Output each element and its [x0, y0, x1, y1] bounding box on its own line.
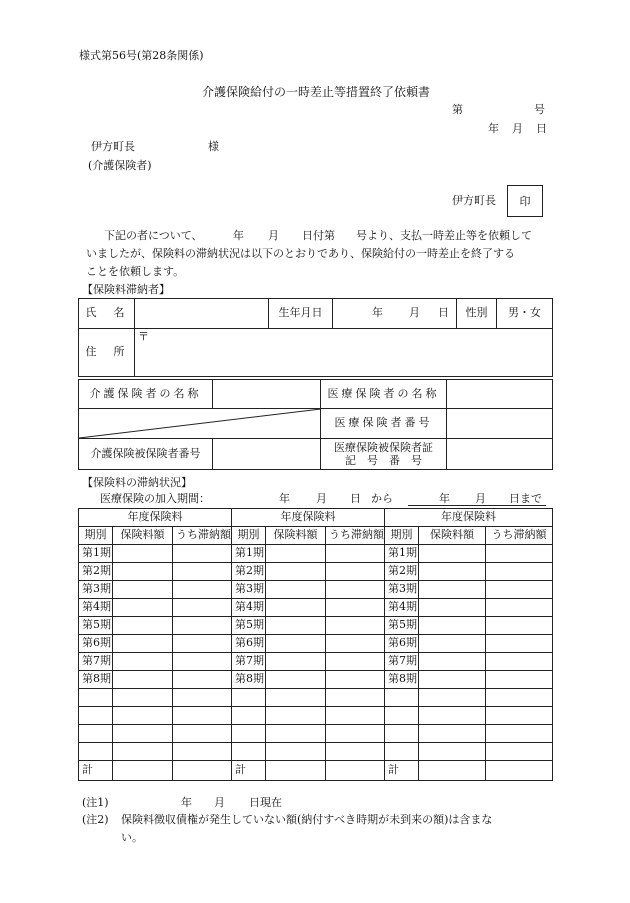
body-line1-rest: 号より、支払一時差止等を依頼して	[356, 229, 532, 242]
premium-cell[interactable]	[266, 635, 326, 653]
birth-value[interactable]	[333, 299, 457, 329]
period-cell	[385, 689, 419, 707]
note1-month: 月	[214, 796, 225, 809]
premium-cell[interactable]	[113, 653, 173, 671]
table-row	[385, 635, 553, 653]
period-cell: 第3期	[79, 581, 113, 599]
arrears-cell[interactable]	[486, 671, 553, 689]
period-cell: 第3期	[232, 581, 266, 599]
medical-insurer-name-value[interactable]	[447, 380, 553, 409]
premium-cell[interactable]	[419, 563, 486, 581]
col-arrears: うち滞納額	[326, 527, 385, 545]
period-cell	[79, 725, 113, 743]
arrears-cell[interactable]	[173, 563, 232, 581]
arrears-cell[interactable]	[486, 689, 553, 707]
period-to-month: 月	[475, 492, 486, 505]
premium-cell[interactable]	[419, 617, 486, 635]
arrears-cell[interactable]	[326, 653, 385, 671]
premium-cell[interactable]	[266, 599, 326, 617]
person-table	[78, 298, 553, 377]
sex-value[interactable]: 男・女	[497, 299, 553, 329]
premium-cell[interactable]	[113, 743, 173, 761]
col-period: 期別	[385, 527, 419, 545]
arrears-cell[interactable]	[486, 599, 553, 617]
period-cell	[232, 743, 266, 761]
arrears-cell[interactable]	[173, 653, 232, 671]
premium-cell[interactable]	[113, 563, 173, 581]
birth-day: 日	[438, 306, 449, 320]
table-row	[232, 581, 385, 599]
period-from-day: 日	[350, 492, 361, 505]
period-cell: 第6期	[385, 635, 419, 653]
arrears-cell[interactable]	[173, 599, 232, 617]
table-row	[385, 581, 553, 599]
body-line2: いましたが、保険料の滞納状況は以下のとおりであり、保険給付の一時差止を終了する	[86, 247, 515, 260]
period-cell: 第1期	[385, 545, 419, 563]
table-row	[385, 725, 553, 743]
arrears-cell[interactable]	[173, 545, 232, 563]
arrears-cell[interactable]	[486, 707, 553, 725]
body-line1-a: 下記の者について、	[104, 229, 203, 242]
total-label: 計	[385, 761, 419, 781]
period-cell	[79, 743, 113, 761]
table-row	[232, 545, 385, 563]
premium-cell[interactable]	[419, 743, 486, 761]
period-cell: 第5期	[232, 617, 266, 635]
table-row	[232, 725, 385, 743]
birth-year: 年	[372, 306, 383, 320]
total-arrears[interactable]	[173, 761, 232, 781]
total-premium[interactable]	[266, 761, 326, 781]
total-premium[interactable]	[113, 761, 173, 781]
arrears-cell[interactable]	[173, 743, 232, 761]
period-cell: 第4期	[232, 599, 266, 617]
table-row	[79, 563, 232, 581]
note2-line1: 保険料徴収債権が発生していない額(納付すべき時期が未到来の額)は含まな	[121, 813, 493, 826]
arrears-cell[interactable]	[326, 689, 385, 707]
table-row	[232, 671, 385, 689]
table-row	[79, 545, 232, 563]
medical-card-value[interactable]	[447, 439, 553, 470]
table-row	[79, 617, 232, 635]
arrears-cell[interactable]	[326, 635, 385, 653]
table-row	[232, 653, 385, 671]
col-premium: 保険料額	[266, 527, 326, 545]
premium-cell[interactable]	[419, 689, 486, 707]
year-header: 年度保険料	[232, 509, 385, 527]
premium-cell[interactable]	[419, 635, 486, 653]
premium-cell[interactable]	[266, 581, 326, 599]
arrears-cell[interactable]	[326, 581, 385, 599]
total-premium[interactable]	[419, 761, 486, 781]
table-row	[385, 563, 553, 581]
table-row	[79, 653, 232, 671]
medical-card-label-1: 医療保険被保険者証	[334, 440, 433, 454]
arrears-cell[interactable]	[173, 617, 232, 635]
addressee-sub: (介護保険者)	[88, 159, 152, 172]
year-header: 年度保険料	[385, 509, 553, 527]
insurer-table	[78, 379, 553, 470]
period-cell: 第4期	[385, 599, 419, 617]
premium-cell[interactable]	[266, 725, 326, 743]
premium-cell[interactable]	[113, 599, 173, 617]
period-cell: 第5期	[385, 617, 419, 635]
insurer-name-value[interactable]	[213, 380, 321, 409]
note1-label: (注1)	[82, 796, 109, 809]
arrears-cell[interactable]	[486, 581, 553, 599]
period-cell: 第2期	[79, 563, 113, 581]
dues-table-1	[78, 508, 232, 781]
premium-cell[interactable]	[266, 689, 326, 707]
section-delinquent-person: 【保険料滞納者】	[82, 283, 170, 296]
year-header: 年度保険料	[79, 509, 232, 527]
seal-box	[507, 185, 543, 217]
period-cell: 第4期	[79, 599, 113, 617]
arrears-cell[interactable]	[486, 725, 553, 743]
premium-cell[interactable]	[266, 743, 326, 761]
dues-table-2	[231, 508, 385, 781]
diagonal-cell	[79, 409, 321, 439]
premium-cell[interactable]	[419, 545, 486, 563]
table-row	[79, 581, 232, 599]
doc-no-prefix: 第	[452, 103, 463, 116]
premium-cell[interactable]	[113, 707, 173, 725]
total-arrears[interactable]	[486, 761, 553, 781]
period-cell	[385, 743, 419, 761]
premium-cell[interactable]	[419, 581, 486, 599]
premium-cell[interactable]	[419, 707, 486, 725]
premium-cell[interactable]	[113, 671, 173, 689]
premium-cell[interactable]	[266, 563, 326, 581]
arrears-cell[interactable]	[326, 617, 385, 635]
sex-label: 性別	[457, 299, 497, 329]
arrears-cell[interactable]	[326, 599, 385, 617]
col-arrears: うち滞納額	[173, 527, 232, 545]
arrears-cell[interactable]	[486, 545, 553, 563]
arrears-cell[interactable]	[173, 707, 232, 725]
period-cell: 第8期	[79, 671, 113, 689]
premium-cell[interactable]	[419, 653, 486, 671]
arrears-cell[interactable]	[173, 689, 232, 707]
premium-cell[interactable]	[113, 725, 173, 743]
insured-no-value[interactable]	[213, 439, 321, 470]
insurer-name-label: 介護保険者の名称	[79, 380, 213, 409]
table-row	[385, 617, 553, 635]
table-row	[232, 599, 385, 617]
table-row	[79, 599, 232, 617]
premium-cell[interactable]	[113, 545, 173, 563]
total-arrears[interactable]	[326, 761, 385, 781]
period-underline	[408, 505, 546, 506]
arrears-cell[interactable]	[326, 725, 385, 743]
period-cell	[232, 707, 266, 725]
table-row	[232, 743, 385, 761]
premium-cell[interactable]	[266, 653, 326, 671]
date-month: 月	[512, 122, 523, 135]
period-cell: 第7期	[385, 653, 419, 671]
period-label: 医療保険の加入期間：	[100, 492, 210, 505]
arrears-cell[interactable]	[326, 707, 385, 725]
premium-cell[interactable]	[419, 671, 486, 689]
table-row	[79, 707, 232, 725]
postal-mark: 〒	[138, 330, 149, 343]
addressee-honorific: 様	[208, 140, 219, 153]
table-row	[232, 617, 385, 635]
seal-label: 印	[519, 195, 531, 208]
period-cell: 第8期	[385, 671, 419, 689]
table-row	[385, 599, 553, 617]
table-row	[79, 689, 232, 707]
arrears-cell[interactable]	[173, 635, 232, 653]
period-cell: 第2期	[385, 563, 419, 581]
table-row	[232, 563, 385, 581]
arrears-cell[interactable]	[326, 545, 385, 563]
body-line1-year: 年	[233, 229, 244, 242]
note2-line2: い。	[121, 831, 143, 844]
note2-label: (注2)	[82, 813, 109, 826]
period-cell: 第3期	[385, 581, 419, 599]
col-arrears: うち滞納額	[486, 527, 553, 545]
period-to-day: 日まで	[509, 492, 542, 505]
arrears-cell[interactable]	[486, 563, 553, 581]
total-label: 計	[232, 761, 266, 781]
table-row	[79, 635, 232, 653]
arrears-cell[interactable]	[486, 617, 553, 635]
medical-insurer-no-value[interactable]	[447, 409, 553, 439]
medical-card-label-2: 記 号 番 号	[345, 454, 422, 467]
period-to-year: 年	[439, 492, 450, 505]
date-year: 年	[488, 122, 499, 135]
table-row	[385, 743, 553, 761]
section-arrears-status: 【保険料の滞納状況】	[82, 476, 192, 489]
arrears-cell[interactable]	[173, 725, 232, 743]
name-value[interactable]	[135, 299, 269, 329]
premium-cell[interactable]	[419, 599, 486, 617]
arrears-cell[interactable]	[486, 653, 553, 671]
premium-cell[interactable]	[266, 545, 326, 563]
period-cell: 第1期	[232, 545, 266, 563]
table-row	[232, 689, 385, 707]
table-row	[385, 545, 553, 563]
issuer: 伊方町長	[452, 194, 496, 207]
period-cell	[79, 707, 113, 725]
table-row	[79, 671, 232, 689]
birth-label: 生年月日	[269, 299, 333, 329]
arrears-cell[interactable]	[326, 671, 385, 689]
arrears-cell[interactable]	[326, 563, 385, 581]
period-cell: 第7期	[79, 653, 113, 671]
period-cell	[385, 707, 419, 725]
period-cell: 第5期	[79, 617, 113, 635]
table-row	[79, 743, 232, 761]
table-row	[385, 653, 553, 671]
table-row	[232, 635, 385, 653]
form-number: 様式第56号(第28条関係)	[79, 49, 204, 62]
period-from-year: 年	[279, 492, 290, 505]
col-premium: 保険料額	[419, 527, 486, 545]
arrears-cell[interactable]	[173, 671, 232, 689]
period-cell: 第1期	[79, 545, 113, 563]
premium-cell[interactable]	[266, 671, 326, 689]
addressee: 伊方町長	[91, 140, 135, 153]
table-row	[232, 707, 385, 725]
period-cell	[232, 689, 266, 707]
medical-card-label	[321, 439, 447, 470]
period-cell: 第6期	[79, 635, 113, 653]
body-line1-month: 月	[268, 229, 279, 242]
body-line3: ことを依頼します。	[86, 265, 185, 278]
table-row	[385, 689, 553, 707]
premium-cell[interactable]	[113, 581, 173, 599]
arrears-cell[interactable]	[326, 743, 385, 761]
premium-cell[interactable]	[419, 725, 486, 743]
premium-cell[interactable]	[113, 617, 173, 635]
arrears-cell[interactable]	[173, 581, 232, 599]
col-period: 期別	[79, 527, 113, 545]
premium-cell[interactable]	[113, 689, 173, 707]
premium-cell[interactable]	[266, 707, 326, 725]
birth-month: 月	[409, 306, 420, 320]
period-cell: 第6期	[232, 635, 266, 653]
address-label: 住 所	[79, 329, 135, 377]
table-row	[79, 725, 232, 743]
medical-insurer-name-label: 医療保険者の名称	[321, 380, 447, 409]
premium-cell[interactable]	[266, 617, 326, 635]
period-cell	[385, 725, 419, 743]
total-label: 計	[79, 761, 113, 781]
name-label: 氏 名	[79, 299, 135, 329]
period-kara: から	[371, 492, 393, 505]
document-title: 介護保険給付の一時差止等措置終了依頼書	[202, 85, 431, 99]
arrears-cell[interactable]	[486, 743, 553, 761]
body-line1-day: 日付第	[302, 229, 335, 242]
period-cell: 第8期	[232, 671, 266, 689]
note1-text: 日現在	[249, 796, 282, 809]
address-value[interactable]	[135, 329, 553, 377]
col-premium: 保険料額	[113, 527, 173, 545]
doc-no-suffix: 号	[534, 103, 545, 116]
arrears-cell[interactable]	[486, 635, 553, 653]
table-row	[385, 707, 553, 725]
col-period: 期別	[232, 527, 266, 545]
dues-table-3	[384, 508, 553, 781]
period-cell	[232, 725, 266, 743]
period-cell	[79, 689, 113, 707]
period-from-month: 月	[316, 492, 327, 505]
medical-insurer-no-label: 医療保険者番号	[321, 409, 447, 439]
insured-no-label: 介護保険被保険者番号	[79, 439, 213, 470]
period-cell: 第2期	[232, 563, 266, 581]
premium-cell[interactable]	[113, 635, 173, 653]
diagonal-line	[79, 409, 321, 438]
note1-year: 年	[181, 796, 192, 809]
table-row	[385, 671, 553, 689]
period-cell: 第7期	[232, 653, 266, 671]
date-day: 日	[536, 122, 547, 135]
